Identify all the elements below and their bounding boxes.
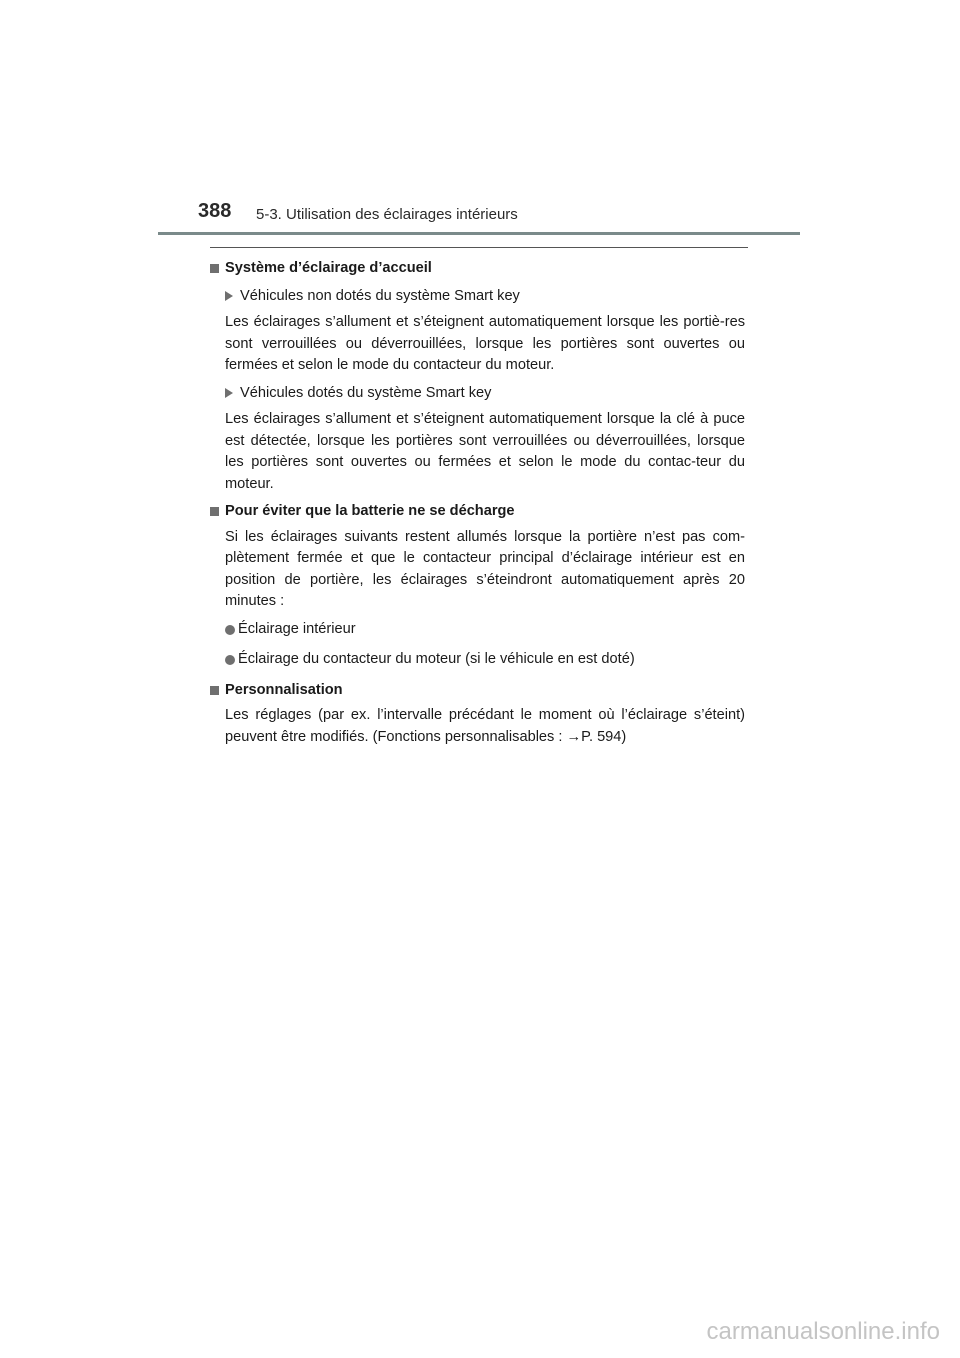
square-bullet-icon — [210, 264, 219, 273]
paragraph: Les éclairages s’allument et s’éteignent automatiquement lorsque les portiè-res sont verrouillées ou déverrouillées, lorsque les portières sont ouvertes ou fermées et selon le mode du contacteur du moteur. — [225, 314, 745, 373]
page-number: 388 — [198, 200, 232, 222]
page-content — [210, 258, 745, 754]
subheading-text: Véhicules dotés du système Smart key — [240, 384, 492, 401]
section-heading — [210, 680, 745, 702]
content-divider — [210, 247, 748, 248]
heading-text: Système d’éclairage d’accueil — [225, 260, 432, 276]
list-item-text: Éclairage intérieur — [238, 620, 356, 637]
list-item — [210, 619, 745, 641]
subheading — [210, 383, 745, 405]
heading-text: Pour éviter que la batterie ne se décharge — [225, 503, 515, 519]
paragraph: Les éclairages s’allument et s’éteignent automatiquement lorsque la clé à puce est détectée, lorsque les portières sont verrouillées ou déverrouillées, lorsque les portières sont ouvertes ou fermées et selon le mode du contac-teur du moteur. — [225, 411, 745, 492]
square-bullet-icon — [210, 686, 219, 695]
section-welcome-lighting — [210, 258, 745, 495]
heading-text: Personnalisation — [225, 681, 343, 698]
section-battery-saver — [210, 501, 745, 671]
paragraph: Les réglages (par ex. l’intervalle précédant le moment où l’éclairage s’éteint) peuvent être modifiés. (Fonctions personnalisables : →P. 594) — [225, 707, 745, 745]
watermark: carmanualsonline.info — [706, 1318, 940, 1345]
triangle-bullet-icon — [225, 291, 233, 301]
section-heading — [210, 258, 745, 280]
section-customization — [210, 680, 745, 749]
round-bullet-icon — [225, 655, 235, 665]
subheading — [210, 286, 745, 308]
header-divider — [158, 232, 800, 235]
list-item-text: Éclairage du contacteur du moteur (si le véhicule en est doté) — [238, 651, 635, 667]
round-bullet-icon — [225, 625, 235, 635]
section-title: 5-3. Utilisation des éclairages intérieurs — [256, 206, 518, 223]
triangle-bullet-icon — [225, 388, 233, 398]
paragraph: Si les éclairages suivants restent allumés lorsque la portière n’est pas com-plètement fermée et que le contacteur principal d’éclairage intérieur est en position de portière, les éclairages s’éteindront automatiquement après 20 minutes : — [225, 528, 745, 609]
subheading-text: Véhicules non dotés du système Smart key — [240, 287, 520, 304]
section-heading — [210, 501, 745, 523]
square-bullet-icon — [210, 507, 219, 516]
list-item — [210, 649, 745, 671]
